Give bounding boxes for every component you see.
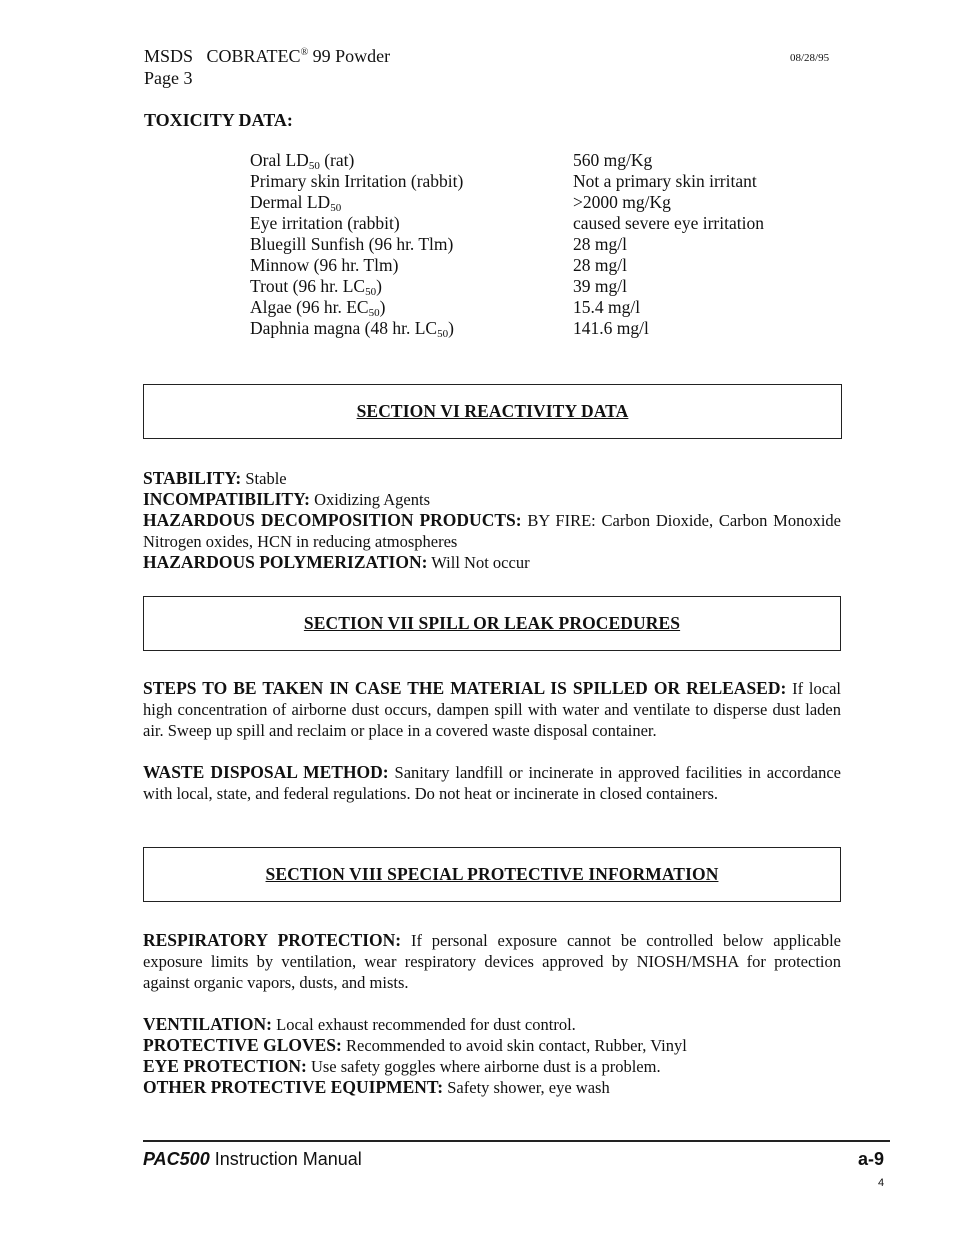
toxicity-value: caused severe eye irritation: [573, 213, 764, 233]
toxicity-test: [250, 213, 573, 234]
spill-steps-label: STEPS TO BE TAKEN IN CASE THE MATERIAL IS SPILLED OR RELEASED:: [143, 678, 787, 698]
ventilation-label: VENTILATION:: [143, 1014, 273, 1034]
toxicity-test: [250, 255, 573, 276]
toxicity-row: [250, 255, 810, 276]
toxicity-value: 141.6 mg/l: [573, 318, 649, 338]
toxicity-test: [250, 192, 573, 213]
toxicity-test-suffix: (rat): [319, 150, 355, 170]
toxicity-test-name: Primary skin Irritation (rabbit): [250, 171, 464, 191]
gloves-line: [143, 1035, 687, 1056]
toxicity-test-name: Minnow (96 hr. Tlm): [250, 255, 399, 275]
footer-page-number: 4: [878, 1177, 885, 1189]
toxicity-value: Not a primary skin irritant: [573, 171, 757, 191]
toxicity-test: [250, 150, 573, 171]
ventilation-value: Local exhaust recommended for dust control.: [276, 1015, 576, 1034]
other-equipment-value: Safety shower, eye wash: [447, 1078, 610, 1097]
toxicity-value: 28 mg/l: [573, 234, 627, 254]
trademark-mark: ®: [300, 47, 309, 58]
toxicity-value: 560 mg/Kg: [573, 150, 653, 170]
section-vii-title: SECTION VII SPILL OR LEAK PROCEDURES: [303, 613, 681, 633]
ventilation-line: [143, 1014, 576, 1035]
page-label: Page 3: [144, 68, 193, 88]
toxicity-test: [250, 276, 573, 297]
decomposition-value: BY FIRE: Carbon Dioxide, Carbon Monoxide Nitrogen oxides, HCN in reducing atmospheres: [143, 511, 842, 551]
toxicity-row: [250, 276, 810, 297]
toxicity-value: 15.4 mg/l: [573, 297, 641, 317]
decomposition-label: HAZARDOUS DECOMPOSITION PRODUCTS:: [143, 510, 522, 530]
toxicity-test-suffix: ): [448, 318, 454, 338]
toxicity-test-suffix: ): [379, 297, 386, 317]
section-viii-title: SECTION VIII SPECIAL PROTECTIVE INFORMATION: [265, 864, 719, 884]
toxicity-row: [250, 234, 810, 255]
polymerization-line: [143, 552, 530, 573]
toxicity-table: [250, 150, 810, 339]
toxicity-test-subscript: 50: [330, 202, 342, 214]
toxicity-test-name: Eye irritation (rabbit): [250, 213, 400, 233]
eye-protection-value: Use safety goggles where airborne dust is a problem.: [310, 1057, 661, 1076]
gloves-value: Recommended to avoid skin contact, Rubber, Vinyl: [345, 1036, 687, 1055]
toxicity-value: 39 mg/l: [573, 276, 627, 296]
toxicity-test: [250, 318, 573, 339]
stability-label: STABILITY:: [143, 468, 242, 488]
footer-section-page: a-9: [858, 1149, 885, 1169]
eye-protection-line: [143, 1056, 661, 1077]
spill-steps-paragraph: [143, 678, 841, 741]
polymerization-value: Will Not occur: [431, 553, 530, 572]
toxicity-row: [250, 171, 810, 192]
eye-protection-label: EYE PROTECTION:: [143, 1056, 307, 1076]
product-name: COBRATEC: [206, 46, 301, 66]
toxicity-test-name: Trout (96 hr. LC: [250, 276, 366, 296]
footer-manual: Instruction Manual: [214, 1149, 362, 1169]
toxicity-test-name: Oral LD: [250, 150, 309, 170]
toxicity-row: [250, 192, 810, 213]
waste-disposal-value: Sanitary landfill or incinerate in approved facilities in accordance with local, state, and federal regulations. Do not heat or incinerate in closed containers.: [143, 763, 841, 803]
stability-value: Stable: [245, 469, 287, 488]
toxicity-row: [250, 318, 810, 339]
respiratory-paragraph: [143, 930, 841, 993]
spill-steps-value: If local high concentration of airborne dust occurs, dampen spill with water and ventilate to disperse dust laden air. Sweep up spill and reclaim or place in a covered waste disposal container.: [143, 679, 841, 740]
toxicity-row: [250, 297, 810, 318]
incompatibility-label: INCOMPATIBILITY:: [143, 489, 310, 509]
respiratory-label: RESPIRATORY PROTECTION:: [143, 930, 402, 950]
toxicity-test-subscript: 50: [308, 160, 320, 172]
other-equipment-line: [143, 1077, 610, 1098]
product-suffix: 99 Powder: [312, 46, 391, 66]
gloves-label: PROTECTIVE GLOVES:: [143, 1035, 342, 1055]
section-vi-box: [143, 384, 842, 439]
document-title: [144, 46, 390, 67]
respiratory-value: If personal exposure cannot be controlled below applicable exposure limits by ventilation, wear respiratory devices approved by NIOSH/MSHA for protection against organic vapors, dusts, and mists.: [143, 931, 841, 992]
toxicity-test-subscript: 50: [368, 307, 380, 319]
doc-type: MSDS: [144, 46, 194, 66]
toxicity-test: [250, 171, 573, 192]
toxicity-test-suffix: ): [376, 276, 382, 296]
toxicity-row: [250, 213, 810, 234]
toxicity-test: [250, 234, 573, 255]
footer-rule: [143, 1140, 890, 1142]
toxicity-test-subscript: 50: [437, 328, 449, 340]
stability-line: [143, 468, 287, 489]
incompatibility-value: Oxidizing Agents: [314, 490, 431, 509]
toxicity-test-name: Daphnia magna (48 hr. LC: [250, 318, 438, 338]
polymerization-label: HAZARDOUS POLYMERIZATION:: [143, 552, 428, 572]
toxicity-value: >2000 mg/Kg: [573, 192, 671, 212]
section-vii-box: [143, 596, 841, 651]
toxicity-row: [250, 150, 810, 171]
decomposition-paragraph: [143, 510, 841, 552]
toxicity-test: [250, 297, 573, 318]
waste-disposal-paragraph: [143, 762, 841, 804]
waste-disposal-label: WASTE DISPOSAL METHOD:: [143, 762, 389, 782]
other-equipment-label: OTHER PROTECTIVE EQUIPMENT:: [143, 1077, 444, 1097]
toxicity-value: 28 mg/l: [573, 255, 627, 275]
section-vi-title: SECTION VI REACTIVITY DATA: [356, 401, 629, 421]
toxicity-heading: TOXICITY DATA:: [144, 110, 293, 130]
document-date: 08/28/95: [790, 52, 830, 64]
toxicity-test-subscript: 50: [365, 286, 377, 298]
toxicity-test-name: Dermal LD: [250, 192, 331, 212]
toxicity-test-name: Algae (96 hr. EC: [250, 297, 369, 317]
footer-brand: PAC500: [143, 1149, 210, 1169]
section-viii-box: [143, 847, 841, 902]
incompatibility-line: [143, 489, 430, 510]
toxicity-test-name: Bluegill Sunfish (96 hr. Tlm): [250, 234, 454, 254]
footer-manual-title: [143, 1149, 362, 1170]
